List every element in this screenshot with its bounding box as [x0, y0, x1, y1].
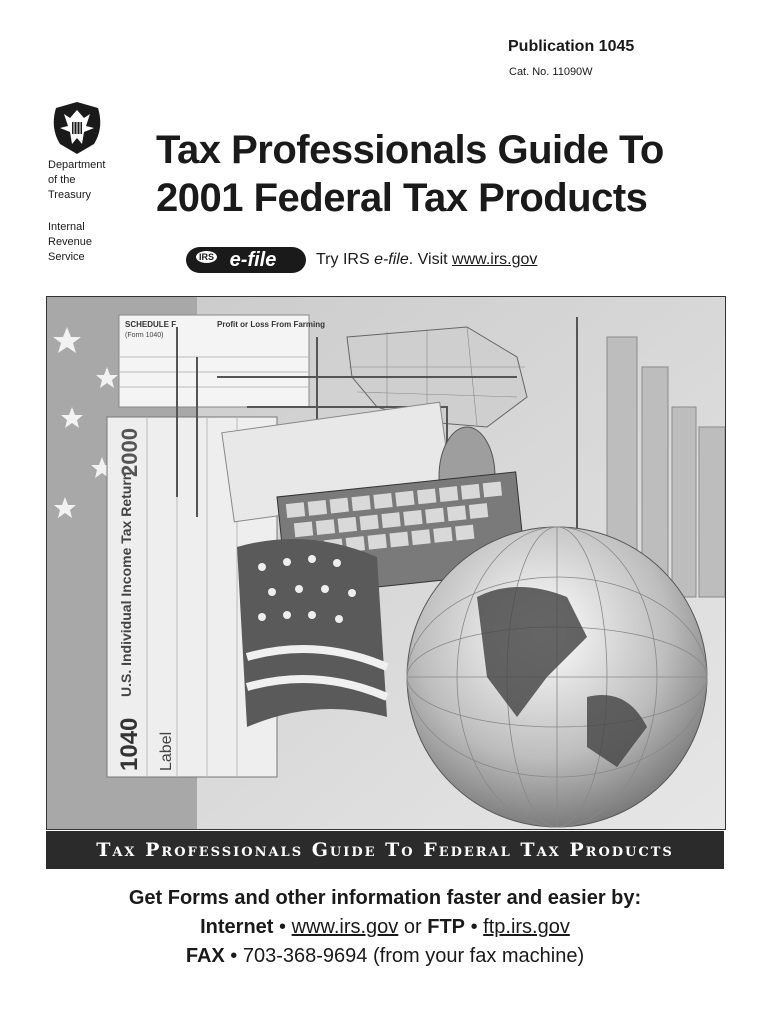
bullet: • [470, 916, 478, 938]
catalog-number: Cat. No. 11090W [509, 66, 593, 78]
treasury-eagle-seal-icon [46, 98, 108, 158]
internet-label: Internet [200, 916, 274, 938]
title-banner: Tax Professionals Guide To Federal Tax Products [46, 831, 724, 869]
title-line-2: 2001 Federal Tax Products [156, 176, 648, 220]
efile-promo [186, 247, 537, 273]
ftp-link[interactable]: ftp.irs.gov [483, 916, 570, 938]
agency-line: Treasury [48, 189, 91, 201]
schedule-f-title: Profit or Loss From Farming [217, 320, 326, 329]
efile-logo-text: e-file [229, 248, 277, 271]
try-efile: e-file [374, 251, 409, 268]
form-year: 2000 [117, 428, 142, 477]
irs-website-link[interactable]: www.irs.gov [291, 916, 399, 938]
fax-label: FAX [185, 945, 225, 967]
department-of-treasury [48, 158, 105, 203]
agency-line: of the [48, 174, 76, 186]
schedule-f-sub: (Form 1040) [125, 332, 164, 339]
form-1040-number: 1040 [116, 717, 143, 771]
form-label-text: Label [158, 731, 175, 771]
schedule-f-label: SCHEDULE F [125, 320, 177, 329]
footer-fax-line [0, 942, 770, 971]
publication-number: Publication 1045 [508, 38, 635, 55]
bullet: • [230, 945, 238, 967]
irs-logo-mark: IRS [196, 251, 217, 263]
efile-try-line [316, 251, 537, 269]
cover-collage-image [47, 297, 725, 829]
globe [407, 527, 707, 827]
footer-heading: Get Forms and other information faster and easier by: [128, 887, 642, 909]
agency-line: Internal [48, 221, 85, 233]
or-text: or [403, 916, 422, 938]
agency-line: Service [48, 251, 85, 263]
schedule-f-form [119, 315, 325, 407]
footer-internet-line [0, 913, 770, 942]
american-flag [237, 539, 387, 727]
bullet: • [279, 916, 287, 938]
try-prefix: Try IRS [316, 251, 375, 268]
footer-info [0, 884, 770, 971]
fax-number: 703-368-9694 (from your fax machine) [242, 945, 585, 967]
try-visit: . Visit [408, 251, 453, 268]
agency-line: Revenue [48, 236, 93, 248]
cover-artwork [46, 296, 726, 830]
page-title [156, 126, 664, 222]
form-1040-title: U.S. Individual Income Tax Return [118, 471, 134, 697]
internal-revenue-service [48, 220, 92, 265]
irs-website-link[interactable]: www.irs.gov [452, 251, 538, 268]
ftp-label: FTP [427, 916, 466, 938]
irs-efile-logo [186, 247, 306, 273]
agency-line: Department [48, 159, 106, 171]
title-line-1: Tax Professionals Guide To [156, 128, 664, 172]
